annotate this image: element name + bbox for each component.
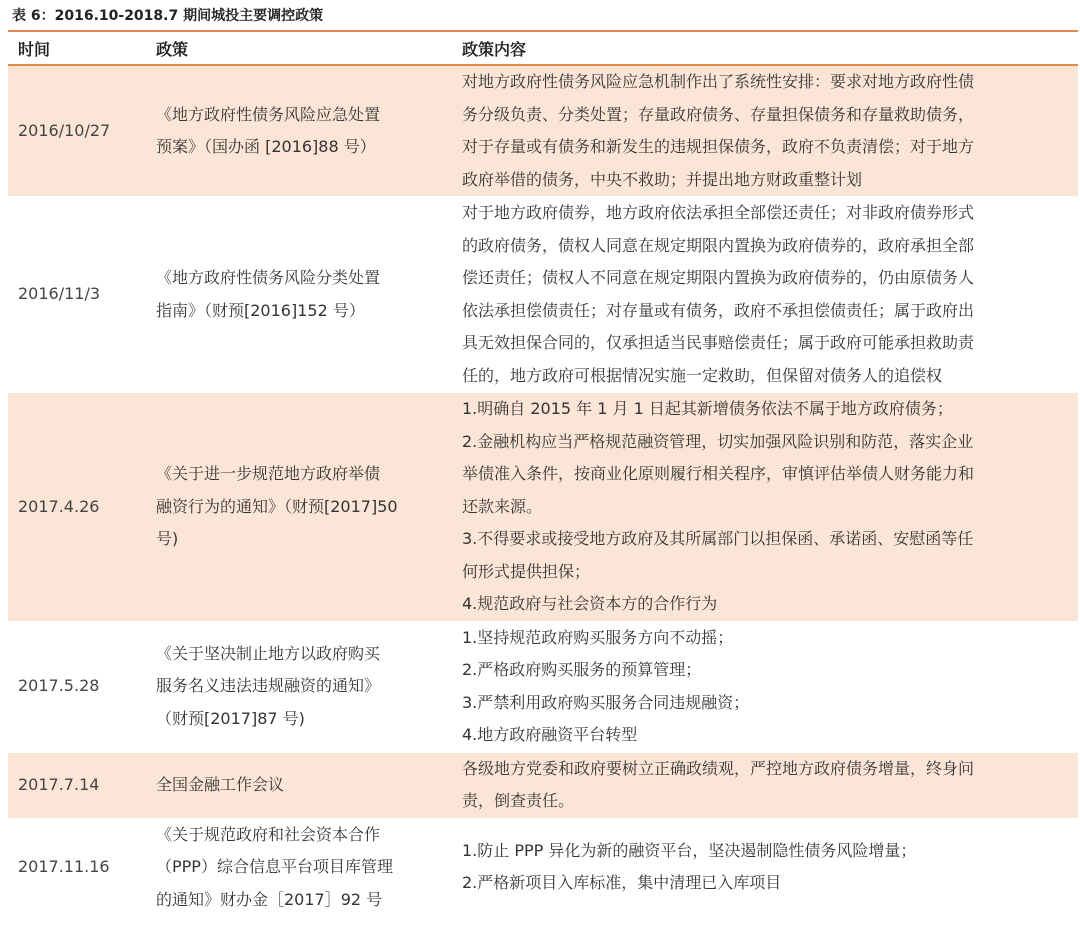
table-row: [8, 197, 1078, 393]
row-policy: [146, 621, 452, 752]
content-line: 1.明确自 2015 年 1 月 1 日起其新增债务依法不属于地方政府债务；: [462, 399, 953, 418]
table-caption: 表 6：2016.10-2018.7 期间城投主要调控政策: [12, 8, 324, 24]
table-row: [8, 393, 1078, 622]
content-line: 2.金融机构应当严格规范融资管理，切实加强风险识别和防范，落实企业: [462, 431, 974, 451]
content-line: 4.地方政府融资平台转型: [462, 725, 638, 744]
content-line: 1.坚持规范政府购买服务方向不动摇；: [462, 627, 734, 647]
content-line: 2.严格政府购买服务的预算管理；: [462, 660, 702, 679]
content-line: 还款来源。: [462, 496, 543, 516]
table-header-row: [8, 31, 1078, 65]
content-line: 的政府债务，债权人同意在规定期限内置换为政府债券的，政府承担全部: [462, 235, 975, 255]
row-date: 2017.5.28: [8, 621, 146, 752]
content-line: 对于地方政府债券，地方政府依法承担全部偿还责任；对非政府债券形式: [462, 203, 975, 222]
content-line: 何形式提供担保；: [462, 561, 591, 581]
content-line: 责，倒查责任。: [462, 791, 575, 810]
policy-line: 《地方政府性债务风险应急处置: [156, 104, 381, 124]
table-row: [8, 65, 1078, 197]
row-policy: [146, 393, 452, 622]
policy-line: 号): [156, 529, 179, 548]
row-policy: [146, 818, 452, 917]
policy-table: [8, 30, 1078, 917]
content-line: 依法承担偿债责任；对存量或有债务，政府不承担偿债责任；属于政府出: [462, 300, 975, 320]
policy-line: （财预[2017]87 号): [156, 708, 305, 728]
row-content: [452, 818, 1078, 917]
header-policy: 政策: [146, 31, 452, 65]
row-policy: [146, 752, 452, 818]
content-line: 务分级负责、分类处置；存量政府债务、存量担保债务和存量救助债务，: [462, 104, 975, 124]
row-content: [452, 65, 1078, 197]
policy-line: 指南》（财预[2016]152 号）: [156, 300, 365, 320]
content-line: 对地方政府性债务风险应急机制作出了系统性安排：要求对地方政府性债: [462, 72, 975, 91]
row-date: 2016/10/27: [8, 65, 146, 197]
policy-line: 预案》（国办函 [2016]88 号）: [156, 137, 376, 156]
row-date: 2016/11/3: [8, 197, 146, 393]
policy-line: 的通知》财办金［2017］92 号: [156, 889, 383, 909]
table-row: [8, 752, 1078, 818]
content-line: 2.严格新项目入库标准，集中清理已入库项目: [462, 873, 782, 893]
row-content: [452, 752, 1078, 818]
policy-line: 《关于规范政府和社会资本合作: [156, 824, 381, 844]
content-line: 4.规范政府与社会资本方的合作行为: [462, 594, 718, 613]
row-content: [452, 197, 1078, 393]
row-content: [452, 621, 1078, 752]
content-line: 各级地方党委和政府要树立正确政绩观，严控地方政府债务增量，终身问: [462, 758, 975, 778]
content-line: 3.不得要求或接受地方政府及其所属部门以担保函、承诺函、安慰函等任: [462, 529, 974, 548]
row-date: 2017.4.26: [8, 393, 146, 622]
row-policy: [146, 65, 452, 197]
policy-line: 《关于坚决制止地方以政府购买: [156, 643, 381, 663]
content-line: 任的，地方政府可根据情况实施一定救助，但保留对债务人的追偿权: [462, 365, 943, 385]
content-line: 对于存量或有债务和新发生的违规担保债务，政府不负责清偿；对于地方: [462, 137, 975, 156]
row-policy: [146, 197, 452, 393]
content-line: 政府举借的债务，中央不救助；并提出地方财政重整计划: [462, 169, 863, 189]
policy-line: 全国金融工作会议: [156, 774, 285, 794]
table-row: [8, 621, 1078, 752]
policy-line: （PPP）综合信息平台项目库管理: [156, 857, 393, 876]
policy-line: 服务名义违法违规融资的通知》: [156, 676, 381, 696]
row-date: 2017.7.14: [8, 752, 146, 818]
row-date: 2017.11.16: [8, 818, 146, 917]
header-content: 政策内容: [452, 31, 1078, 65]
content-line: 3.严禁利用政府购买服务合同违规融资；: [462, 692, 750, 712]
content-line: 具无效担保合同的，仅承担适当民事赔偿责任；属于政府可能承担救助责: [462, 333, 975, 352]
policy-line: 融资行为的通知》（财预[2017]50: [156, 496, 398, 516]
row-content: [452, 393, 1078, 622]
content-line: 偿还责任；债权人不同意在规定期限内置换为政府债券的，仍由原债务人: [462, 268, 975, 287]
header-time: 时间: [8, 31, 146, 65]
policy-line: 《关于进一步规范地方政府举债: [156, 464, 381, 483]
content-line: 举债准入条件，按商业化原则履行相关程序，审慎评估举债人财务能力和: [462, 464, 975, 483]
table-row: [8, 818, 1078, 917]
content-line: 1.防止 PPP 异化为新的融资平台，坚决遏制隐性债务风险增量；: [462, 840, 917, 860]
policy-line: 《地方政府性债务风险分类处置: [156, 268, 381, 287]
